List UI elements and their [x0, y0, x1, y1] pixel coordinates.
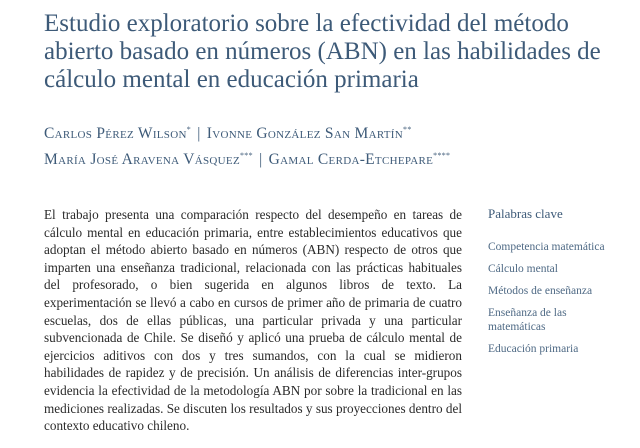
author-separator: | [259, 151, 263, 169]
keywords-heading: Palabras clave [488, 206, 563, 221]
author-name: María José Aravena Vásquez [44, 151, 240, 169]
author-name: Gamal Cerda-Etchepare [268, 151, 434, 169]
author-list [44, 119, 624, 171]
author-footnote-mark: *** [239, 151, 253, 161]
author-footnote-mark: ** [403, 125, 412, 134]
keyword-item: Enseñanza de las matemáticas [488, 307, 567, 333]
keyword-item: Educación primaria [488, 343, 579, 355]
article-title: Estudio exploratorio sobre la efectividad del método abierto basado en números (ABN) en las habilidades de cálculo mental en educación primaria [44, 10, 601, 93]
keyword-item: Cálculo mental [488, 263, 558, 275]
author-footnote-mark: **** [433, 151, 451, 161]
author-footnote-mark: * [186, 125, 192, 134]
abstract [44, 206, 462, 435]
keyword-item: Competencia matemática [488, 241, 605, 253]
author-name: Carlos Pérez Wilson [44, 125, 187, 143]
author-name: Ivonne González San Martín [206, 125, 404, 143]
keywords-list [488, 240, 623, 364]
author-separator: | [197, 125, 201, 143]
abstract-text: El trabajo presenta una comparación respecto del desempeño en tareas de cálculo mental en educación primaria, entre establecimientos educativos que adoptan el método abierto basado en números (ABN) respecto de otros que imparten una enseñanza tradicional, relacionada con las prácticas habituales del profesorado, o bien sugerida en algunos libros de texto. La experimentación se llevó a cabo en cursos de primer año de primaria de cuatro escuelas, dos de ellas públicas, una particular privada y una particular subvencionada de Chile. Se diseñó y aplicó una prueba de cálculo mental de ejercicios aditivos con dos y tres sumandos, con la cual se midieron habilidades de rapidez y de precisión. Un análisis de diferencias inter-grupos evidencia la efectividad de la metodología ABN por sobre la tradicional en las mediciones realizadas. Se discuten los resultados y sus proyecciones dentro del contexto educativo chileno. [44, 207, 462, 434]
keyword-item: Métodos de enseñanza [488, 285, 593, 297]
